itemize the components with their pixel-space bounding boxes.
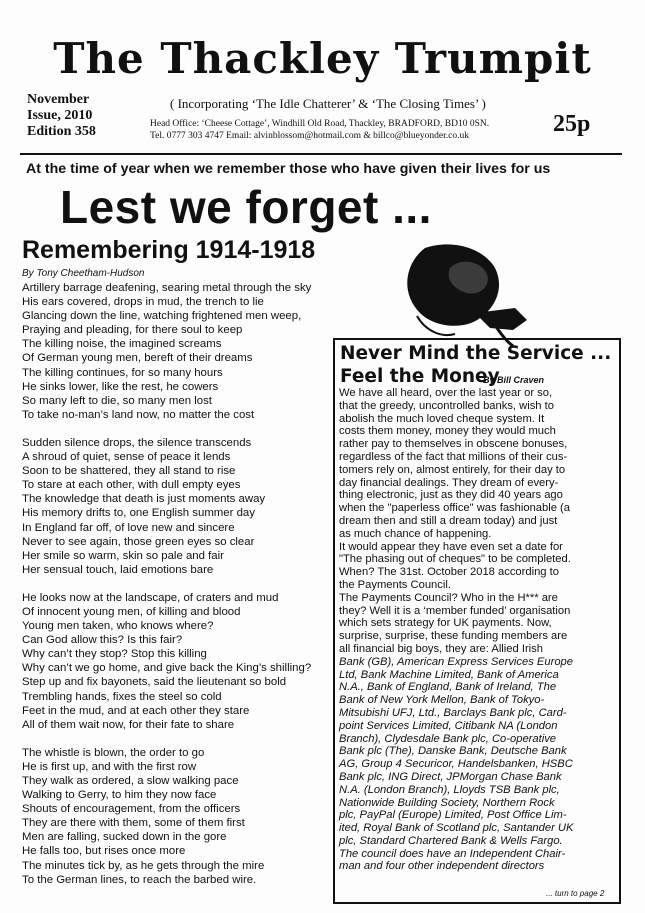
poem-line: Never to see again, those green eyes so clear xyxy=(22,535,255,548)
poem-line: Feet in the mud, and at each other they stare xyxy=(22,704,250,717)
article-line: When? The 31st. October 2018 according to xyxy=(339,566,559,579)
article-line: man and four other independent directors xyxy=(339,860,545,873)
poem-line: Walking to Gerry, to him they now face xyxy=(22,789,217,802)
poem-line: The killing noise, the imagined screams xyxy=(22,338,222,351)
issue-edition: Edition 358 xyxy=(27,124,96,139)
article-line: that the greedy, uncontrolled banks, wish to xyxy=(339,399,554,412)
article-line: surprise, surprise, these funding members are xyxy=(339,630,568,643)
poem-line: Can God allow this? Is this fair? xyxy=(22,634,183,647)
poem-line: Trembling hands, fixes the steel so cold xyxy=(22,690,222,703)
article-line: thing electronic, just as they did 40 years ago xyxy=(339,489,563,502)
poem-stanza xyxy=(22,436,352,577)
poem-line: The whistle is blown, the order to go xyxy=(22,746,205,759)
article-line: when the "paperless office" was fashionable (a xyxy=(339,502,571,515)
issue-month: November xyxy=(27,92,90,107)
masthead-title: The Thackley Trumpit xyxy=(53,34,592,83)
article-line: dream then and still a dream today) and just xyxy=(339,514,558,527)
poem-line: The minutes tick by, as he gets through the mire xyxy=(22,859,265,872)
article-line: as much chance of happening. xyxy=(339,527,492,540)
poem-stanza xyxy=(22,591,352,732)
poem-line: The killing continues, for so many hours xyxy=(22,366,223,379)
article-line: which sets strategy for UK payments. Now, xyxy=(339,617,552,630)
poem-line: To take no-man’s land now, no matter the cost xyxy=(22,408,255,421)
article-line: all financial big boys, they are: Allied Irish xyxy=(339,642,543,655)
poem-line: Glancing down the line, watching frightened men weep, xyxy=(22,310,302,323)
article-line: Bank (GB), American Express Services Europe xyxy=(339,655,573,668)
incorporating-note: ( Incorporating ‘The Idle Chatterer’ & ‘The Closing Times’ ) xyxy=(170,96,486,111)
article-line: Bank plc (The), Danske Bank, Deutsche Bank xyxy=(339,745,567,758)
poem-line: He falls too, but rises once more xyxy=(22,845,186,858)
article-line: regardless of the fact that millions of their cus- xyxy=(339,450,568,463)
poem-line: Young men taken, who knows where? xyxy=(22,620,214,633)
article-line: plc, PayPal (Europe) Limited, Post Office Lim- xyxy=(339,809,567,822)
poem-line: To the German lines, to reach the barbed wire. xyxy=(22,873,257,886)
issue-info xyxy=(27,92,96,140)
article-line: It would appear they have even set a date for xyxy=(339,540,563,553)
poem-line: Her sensual touch, laid emotions bare xyxy=(22,563,214,576)
article-body xyxy=(339,387,619,873)
article-line: N.A. (London Branch), Lloyds TSB Bank plc, xyxy=(339,783,560,796)
article-title: Never Mind the Service ... xyxy=(340,343,612,364)
poem-line: Step up and fix bayonets, said the lieutenant so bold xyxy=(22,676,287,689)
poem-line: Shouts of encouragement, from the officers xyxy=(22,803,241,816)
article-line: Mitsubishi UFJ, Ltd., Barclays Bank plc, Card- xyxy=(339,706,567,719)
poem-line: He sinks lower, like the rest, he cowers xyxy=(22,380,219,393)
contact-details: Tel. 0777 303 4747 Email: alvinblossom@hotmail.com & billco@blueyonder.co.uk xyxy=(150,131,469,141)
poem-line: Of German young men, bereft of their dreams xyxy=(22,352,253,365)
poem-line: Why can’t they stop? Stop this killing xyxy=(22,648,207,661)
article-line: Nationwide Building Society, Northern Rock xyxy=(339,796,555,809)
poem-title: Remembering 1914-1918 xyxy=(22,236,316,264)
poem-line: Of innocent young men, of killing and blood xyxy=(22,605,241,618)
article-line: plc, Standard Chartered Bank & Wells Fargo. xyxy=(339,834,563,847)
poem-line: Her smile so warm, skin so pale and fair xyxy=(22,549,224,562)
office-contact xyxy=(150,118,489,142)
masthead-rule xyxy=(20,153,622,155)
poem-line: In England far off, of love new and sincere xyxy=(22,521,235,534)
article-line: rather pay to themselves in obscene bonuses, xyxy=(339,438,568,451)
article-line: N.A., Bank of England, Bank of Ireland, The xyxy=(339,681,557,694)
tagline: At the time of year when we remember those who have given their lives for us xyxy=(26,161,551,177)
article-line: costs them money, money they would much xyxy=(339,425,556,438)
poem-line: So many left to die, so many men lost xyxy=(22,394,212,407)
turn-to-page[interactable]: ... turn to page 2 xyxy=(546,889,605,898)
office-address: Head Office: ‘Cheese Cottage’, Windhill Old Road, Thackley, BRADFORD, BD10 0SN. xyxy=(150,119,490,129)
article-line: Bank plc, ING Direct, JPMorgan Chase Bank xyxy=(339,770,562,783)
article-line: they? Well it is a ‘member funded’ organisation xyxy=(339,604,571,617)
article-line: ited, Royal Bank of Scotland plc, Santander UK xyxy=(339,822,574,835)
poem-stanza xyxy=(22,281,352,422)
poem-line: Why can’t we go home, and give back the King’s shilling? xyxy=(22,662,312,675)
poem-line: The knowledge that death is just moments away xyxy=(22,493,266,506)
poem-line: Praying and pleading, for there soul to keep xyxy=(22,324,243,337)
article-line: day financial dealings. They dream of every- xyxy=(339,476,559,489)
article-line: Ltd, Bank Machine Limited, Bank of America xyxy=(339,668,559,681)
poem-line: They walk as ordered, a slow walking pace xyxy=(22,775,239,787)
poem-line: To stare at each other, with dull empty eyes xyxy=(22,479,241,492)
article-line: the Payments Council. xyxy=(339,578,451,591)
article-line: AG, Group 4 Securicor, Handelsbanken, HSBC xyxy=(339,758,573,771)
poem-byline: By Tony Cheetham-Hudson xyxy=(22,268,145,279)
poem-line: Soon to be shattered, they all stand to rise xyxy=(22,465,236,478)
poem-line: His ears covered, drops in mud, the trench to lie xyxy=(22,296,264,309)
poppy-icon xyxy=(395,238,535,348)
poem-line: All of them wait now, for their fate to share xyxy=(22,718,235,731)
headline: Lest we forget ... xyxy=(60,181,432,233)
issue-year: Issue, 2010 xyxy=(27,108,93,123)
poem-line: A shroud of quiet, sense of peace it lends xyxy=(22,451,231,464)
article-byline: By Bill Craven xyxy=(483,375,545,385)
poem-line: Sudden silence drops, the silence transcends xyxy=(22,436,252,449)
article-line: "The phasing out of cheques" to be completed. xyxy=(339,553,571,566)
article-line: tomers rely on, almost entirely, for their day to xyxy=(339,463,566,476)
poem-stanza xyxy=(22,746,352,887)
article-line: We have all heard, over the last year or so, xyxy=(339,387,553,399)
article-line: abolish the much loved cheque system. It xyxy=(339,412,545,425)
poem-line: Men are falling, sucked down in the gore xyxy=(22,831,227,844)
article-title-line2: Feel the Money xyxy=(340,366,500,387)
article-line: Branch), Clydesdale Bank plc, Co-operative xyxy=(339,732,557,745)
poem-line: He looks now at the landscape, of craters and mud xyxy=(22,591,279,604)
article-line: The Payments Council? Who in the H*** are xyxy=(339,591,558,604)
cover-price: 25p xyxy=(553,111,591,137)
poem-line: His memory drifts to, one English summer day xyxy=(22,507,255,520)
article-line: The council does have an Independent Chair- xyxy=(339,847,566,860)
poem-line: He is first up, and with the first row xyxy=(22,760,197,773)
poem-line: Artillery barrage deafening, searing metal through the sky xyxy=(22,282,312,294)
poem-body xyxy=(22,281,352,901)
poem-line: They are there with them, some of them first xyxy=(22,817,245,830)
article-line: Bank of New York Mellon, Bank of Tokyo- xyxy=(339,694,545,707)
article-line: point Services Limited, Citibank NA (London xyxy=(339,719,558,732)
